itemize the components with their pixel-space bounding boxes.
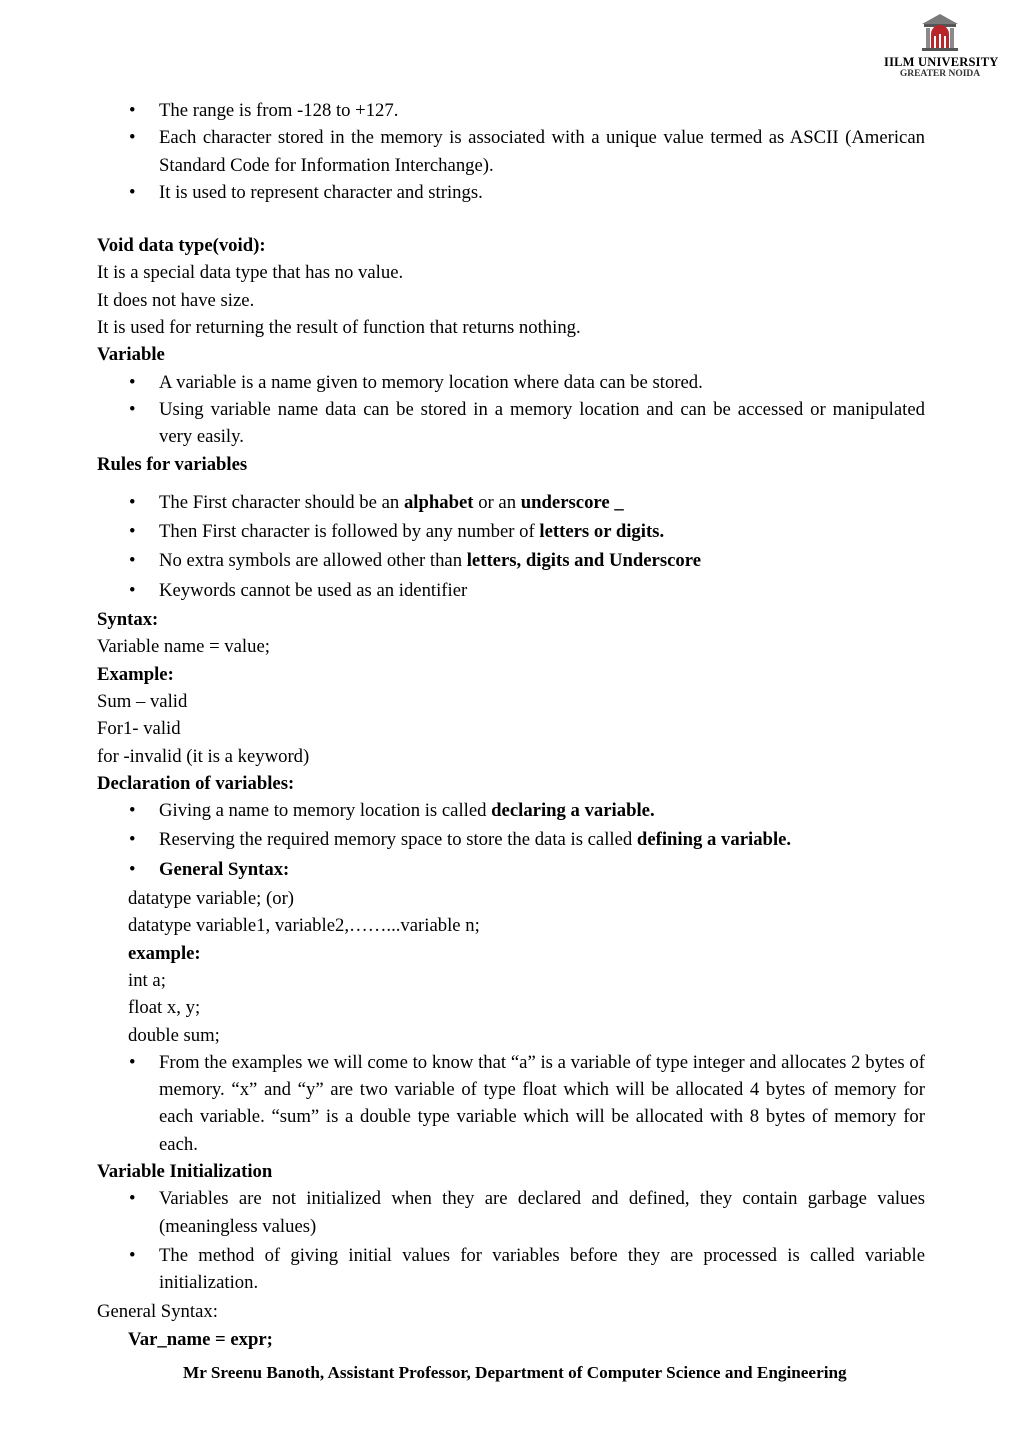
syntax-heading: Syntax: [97, 609, 159, 631]
initialization-heading: Variable Initialization [97, 1160, 273, 1182]
declaration-text: Giving a name to memory location is called [159, 800, 492, 822]
list-item: • Each character stored in the memory is associated with a unique value termed as ASCII (American Standard Code for Information Interchange). [97, 124, 925, 179]
list-item [97, 547, 925, 574]
rule-text: No extra symbols are allowed other than [159, 550, 467, 572]
variable-bullet-list [97, 369, 925, 451]
university-logo [884, 12, 999, 90]
declaration-bullet-list [97, 797, 925, 883]
declaration-text: Reserving the required memory space to store the data is called [159, 829, 637, 851]
rule-bold: letters, digits and Underscore [466, 550, 701, 572]
list-item: • Keywords cannot be used as an identifier [97, 577, 925, 604]
declaration-bold: declaring a variable. [491, 800, 655, 822]
list-item: • Using variable name data can be stored in a memory location and can be accessed or manipulated very easily. [97, 396, 925, 451]
rule-bold: underscore _ [520, 491, 624, 513]
code-line: double sum; [128, 1024, 220, 1046]
logo-subtitle: GREATER NOIDA [899, 69, 981, 79]
list-item [97, 489, 925, 516]
syntax-line: datatype variable; (or) [128, 888, 295, 910]
example-heading: Example: [97, 663, 174, 685]
char-bullet-list [97, 97, 925, 206]
void-heading: Void data type(void): [97, 235, 266, 257]
syntax-line: datatype variable1, variable2,……...variable n; [128, 915, 480, 937]
declaration-bold: defining a variable. [636, 829, 792, 851]
university-building-icon [920, 12, 960, 54]
document-page [97, 97, 925, 1353]
list-item [97, 826, 925, 853]
rule-bold: alphabet [403, 491, 474, 513]
declaration-explanation-list [97, 1049, 925, 1158]
rule-bold: letters or digits. [539, 521, 665, 543]
list-item [97, 856, 925, 883]
logo-title: IILM UNIVERSITY [884, 55, 999, 69]
general-syntax-label: General Syntax: [159, 858, 290, 880]
code-line: float x, y; [128, 997, 201, 1019]
list-item: • From the examples we will come to know that “a” is a variable of type integer and allocates 2 bytes of memory. “x” and “y” are two variable of type float which will be allocated 4 bytes of memory for each variable. “sum” is a double type variable which will be allocated with 8 bytes of memory for each. [97, 1049, 925, 1158]
declaration-syntax-block [97, 885, 925, 1049]
list-item: • Variables are not initialized when they are declared and defined, they contain garbage values (meaningless values) [97, 1185, 925, 1240]
list-item: • The range is from -128 to +127. [97, 97, 925, 124]
variable-heading: Variable [97, 344, 165, 366]
declaration-heading: Declaration of variables: [97, 772, 295, 794]
void-line: It does not have size. [97, 289, 255, 311]
list-item: • The method of giving initial values for variables before they are processed is called variable initialization. [97, 1242, 925, 1297]
rules-bullet-list [97, 489, 925, 604]
initialization-bullet-list [97, 1185, 925, 1296]
void-line: It is used for returning the result of function that returns nothing. [97, 317, 581, 339]
example-line: for -invalid (it is a keyword) [97, 745, 310, 767]
example-subheading: example: [128, 942, 201, 964]
list-item: • A variable is a name given to memory location where data can be stored. [97, 369, 925, 396]
rule-text: The First character should be an [159, 491, 404, 513]
rule-text: or an [473, 491, 521, 513]
code-line: int a; [128, 969, 166, 991]
void-line: It is a special data type that has no value. [97, 262, 404, 284]
list-item: • It is used to represent character and strings. [97, 179, 925, 206]
rule-text: Then First character is followed by any number of [159, 521, 540, 543]
list-item [97, 518, 925, 545]
syntax-line: Variable name = value; [97, 636, 270, 658]
initialization-expression: Var_name = expr; [128, 1328, 273, 1350]
example-line: For1- valid [97, 718, 181, 740]
page-footer: Mr Sreenu Banoth, Assistant Professor, Department of Computer Science and Engineering [183, 1363, 847, 1382]
general-syntax-label: General Syntax: [97, 1301, 218, 1323]
rules-heading: Rules for variables [97, 453, 248, 475]
example-line: Sum – valid [97, 690, 188, 712]
list-item [97, 797, 925, 824]
